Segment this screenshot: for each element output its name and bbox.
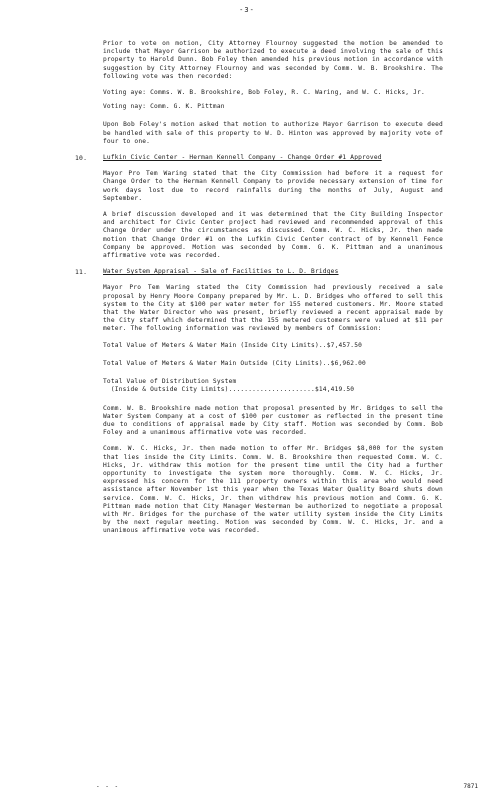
vote-names: Comm. G. K. Pittman (150, 103, 225, 111)
paragraph: A brief discussion developed and it was determined that the City Building Inspector and architect for Civic Center project had reviewed and recommended approval of this Change Order under the circumstances as discussed. Comm. W. C. Hicks, Jr. then made motion that Change Order #1 on the Lufkin Civic Center contract of by Kennell Fence Company be approved. Motion was seconded by Comm. G. K. Pittman and a unanimous affirmative vote was recorded. (103, 211, 443, 260)
value-line-total: Total Value of Distribution System (Inside & Outside City Limits)......................$14,419.50 (103, 378, 355, 394)
vote-label: Voting aye: (103, 89, 147, 97)
paragraph: Upon Bob Foley's motion asked that motion to authorize Mayor Garrison to execute deed be handled with sale of this property to W. D. Hinton was approved by majority vote of four to one. (103, 121, 443, 145)
agenda-item-11 (75, 268, 443, 333)
value-line-outside: Total Value of Meters & Water Main Outside (City Limits)..$6,962.00 (103, 359, 366, 367)
paragraph: Mayor Pro Tem Waring stated that the City Commission had before it a request for Change Order to the Herman Kennell Company to provide necessary extension of time for work days lost due to record rainfalls during the months of July, August and September. (103, 170, 443, 202)
paragraph: Comm. W. C. Hicks, Jr. then made motion to offer Mr. Bridges $8,000 for the system that lies inside the City Limits. Comm. W. B. Brookshire then requested Comm. W. C. Hicks, Jr. withdraw this motion for the present time until the City had a further opportunity to investigate the system more thoroughly. Comm. W. C. Hicks, Jr. expressed his concern for the 111 property owners within this area who would need assistance after November 1st this year when the Texas Water Quality Board shuts down service. Comm. W. C. Hicks, Jr. then withdrew his previous motion and Comm. G. K. Pittman made motion that City Manager Westerman be authorized to negotiate a proposal with Mr. Bridges for the purchase of the water utility system inside the City Limits by the next regular meeting. Motion was seconded by Comm. W. C. Hicks, Jr. and a unanimous affirmative vote was recorded. (103, 445, 443, 535)
value-line-inside: Total Value of Meters & Water Main (Inside City Limits)..$7,457.50 (103, 341, 363, 349)
footer-marks: - - - (96, 783, 120, 790)
paragraph: Mayor Pro Tem Waring stated the City Commission had previously received a sale proposal by Henry Moore Company prepared by Mr. L. D. Bridges who offered to sell this system to the City at $100 per water meter for 155 metered customers. Mr. Moore stated that the Water Director who was present, briefly reviewed a recent appraisal made by the City staff which determined that the 155 metered customers were valued at $11 per meter. The following information was reviewed by members of Commission: (103, 284, 443, 333)
footer-page-code: 7871 (463, 783, 478, 790)
vote-record-nay (103, 103, 443, 111)
paragraph: Prior to vote on motion, City Attorney Flournoy suggested the motion be amended to include that Mayor Garrison be authorized to execute a deed involving the sale of this property to Harold Dunn. Bob Foley then amended his previous motion in accordance with suggestion by City Attorney Flournoy and was seconded by Comm. W. B. Brookshire. The following vote was then recorded: (103, 40, 443, 80)
agenda-item-10 (75, 154, 443, 260)
vote-names: Comms. W. B. Brookshire, Bob Foley, R. C. Waring, and W. C. Hicks, Jr. (150, 89, 425, 97)
paragraph: Comm. W. B. Brookshire made motion that proposal presented by Mr. Bridges to sell the Water System Company at a cost of $100 per customer as reflected in the present time due to conditions of appraisal made by City staff. Motion was seconded by Comm. Bob Foley and a unanimous affirmative vote was recorded. (103, 404, 443, 437)
vote-label: Voting nay: (103, 103, 147, 111)
document-body (75, 40, 443, 544)
item-number: 10. (75, 154, 88, 163)
item-number: 11. (75, 268, 88, 277)
page-number: -3- (239, 6, 255, 14)
item-title: Lufkin Civic Center - Herman Kennell Company - Change Order #1 Approved (103, 154, 382, 162)
vote-record-aye (103, 89, 443, 97)
item-title: Water System Appraisal - Sale of Facilities to L. D. Bridges (103, 268, 339, 276)
